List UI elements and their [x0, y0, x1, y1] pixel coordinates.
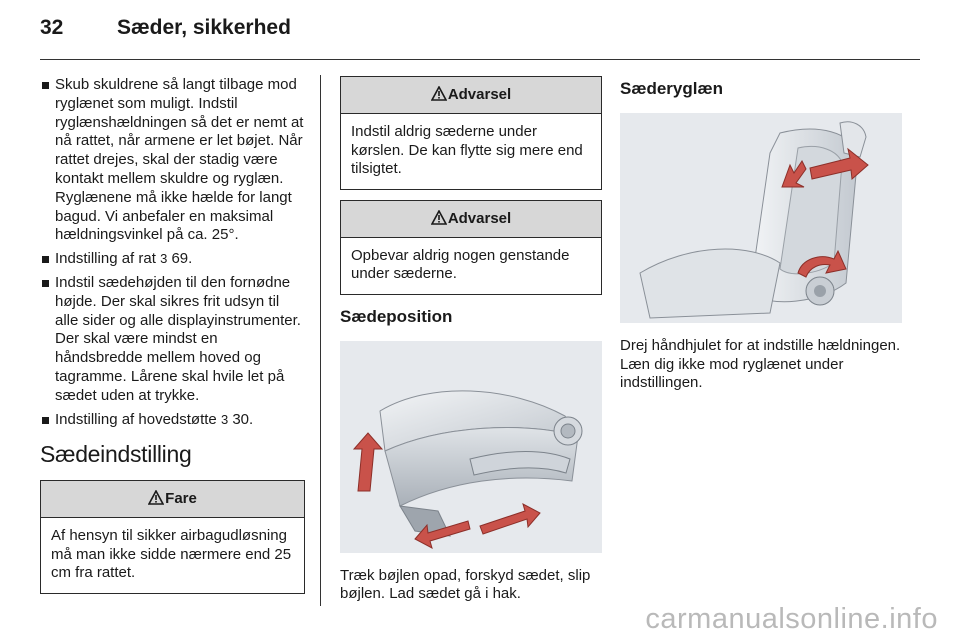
- list-item-text: Indstil sædehøjden til den fornødne højde. Der skal sikres frit udsyn til alle sider og alle displayinstrumenter. Der skal være mindst en håndsbredde mellem hoved og tagramme. Lårene skal hvile let på sædet uden at trykke.: [55, 273, 301, 404]
- warning-box: [340, 76, 602, 190]
- bullet-square-icon: [42, 280, 49, 287]
- bullet-square-icon: [42, 256, 49, 263]
- column-left: [40, 76, 305, 604]
- warning-box-title: Advarsel: [447, 86, 512, 103]
- danger-box-text: Af hensyn til sikker airbagudløsning må man ikke sidde nærmere end 25 cm fra rattet.: [51, 527, 292, 582]
- bullet-square-icon: [42, 82, 49, 89]
- page-title: Sæder, sikkerhed: [117, 16, 291, 39]
- section-title: Sædeindstilling: [40, 441, 192, 468]
- seat-backrest-illustration: [620, 113, 902, 323]
- danger-box-title: Fare: [165, 490, 197, 508]
- header-divider: [40, 59, 920, 60]
- bullet-square-icon: [42, 417, 49, 424]
- warning-box-header: [341, 201, 601, 238]
- instruction-list: [40, 76, 305, 429]
- danger-box-header: [41, 481, 304, 518]
- figure-caption: Træk bøjlen opad, forskyd sædet, slip bøjlen. Lad sædet gå i hak.: [340, 566, 591, 602]
- warning-triangle-icon: [431, 203, 447, 239]
- warning-box-header: [341, 77, 601, 114]
- watermark: carmanualsonline.info: [645, 603, 938, 635]
- warning-box-text: Indstil aldrig sæderne under kørslen. De kan flytte sig mere end tilsigtet.: [351, 123, 583, 177]
- page-reference-link[interactable]: 69.: [171, 250, 193, 268]
- list-item: [40, 250, 305, 269]
- list-item: [40, 411, 305, 430]
- list-item-text: Indstilling af hovedstøtte: [55, 410, 217, 428]
- column-middle: [340, 76, 602, 604]
- warning-box: [340, 200, 602, 295]
- column-divider: [320, 75, 321, 606]
- page-reference-arrow-icon: 3: [220, 411, 229, 427]
- list-item: [40, 274, 305, 406]
- page-reference-arrow-icon: 3: [160, 251, 168, 267]
- seat-position-illustration: [340, 341, 602, 553]
- warning-box-text: Opbevar aldrig nogen genstande under sæderne.: [351, 246, 570, 282]
- page-reference-link[interactable]: 30.: [232, 410, 254, 428]
- list-item: [40, 76, 305, 245]
- page-number: 32: [40, 16, 64, 39]
- figure-caption: Drej håndhjulet for at indstille hældningen. Læn dig ikke mod ryglænet under indstillingen.: [620, 337, 901, 391]
- danger-box: [40, 480, 305, 594]
- subsection-title: Sæderyglæn: [620, 79, 723, 98]
- list-item-text: Skub skuldrene så langt tilbage mod ryglænet som muligt. Indstil ryglænshældningen så det er nemt at nå rattet, når armene er let bøjet. Når rattet drejes, skal der stadig være kontakt mellem skuldre og ryglæn. Ryglænene må ikke hælde for langt bagud. Vi anbefaler en maksimal hældningsvinkel på ca. 25°.: [55, 76, 304, 244]
- warning-triangle-icon: [148, 483, 164, 519]
- column-right: [620, 76, 902, 393]
- warning-triangle-icon: [431, 79, 447, 115]
- subsection-title: Sædeposition: [340, 306, 453, 326]
- warning-box-title: Advarsel: [447, 209, 512, 227]
- list-item-text: Indstilling af rat: [55, 250, 156, 268]
